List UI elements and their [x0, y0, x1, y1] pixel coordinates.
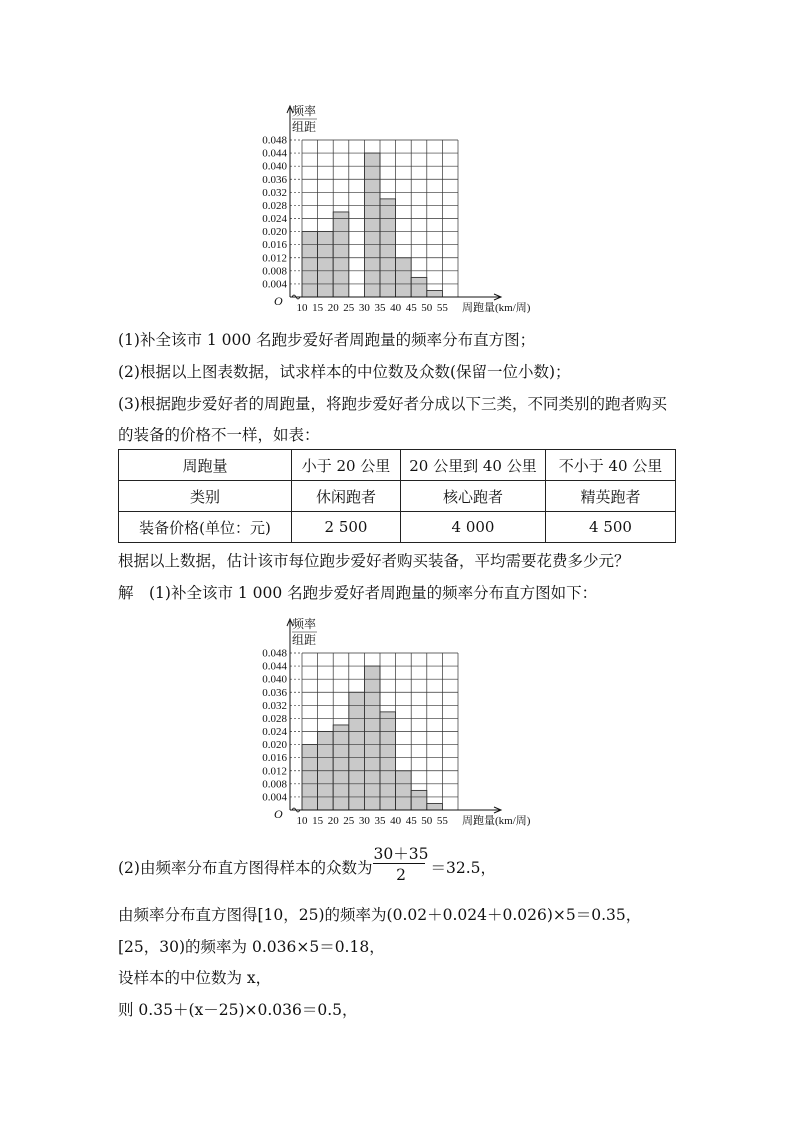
fraction-bar — [373, 863, 425, 864]
y-tick-label: 0.028 — [262, 199, 287, 212]
histogram-bar — [380, 712, 396, 810]
y-axis-label-bottom: 组距 — [292, 120, 317, 134]
x-tick-label: 10 — [296, 302, 308, 314]
y-tick-label: 0.036 — [262, 173, 287, 186]
histogram-bar — [302, 232, 318, 297]
equipment-price-table — [118, 449, 676, 543]
x-tick-label: 15 — [312, 302, 324, 314]
histogram-bar — [364, 153, 380, 297]
y-tick-label: 0.024 — [262, 213, 287, 225]
histogram-bar — [396, 258, 412, 297]
x-tick-label: 25 — [343, 815, 355, 827]
x-axis-label: 周跑量(km/周) — [462, 302, 531, 314]
y-tick-label: 0.012 — [262, 765, 287, 778]
x-tick-label: 55 — [436, 302, 448, 314]
x-tick-label: 40 — [390, 302, 402, 314]
x-tick-label: 35 — [374, 815, 386, 827]
solution-6: 则 0.35＋(x－25)×0.036＝0.5， — [118, 1001, 358, 1019]
table-cell: 2 500 — [292, 512, 401, 543]
histogram-bar — [302, 745, 318, 810]
table-cell: 20 公里到 40 公里 — [401, 450, 546, 481]
x-axis-label: 周跑量(km/周) — [462, 815, 531, 827]
y-tick-label: 0.044 — [262, 660, 287, 673]
x-tick-label: 30 — [358, 815, 370, 827]
y-tick-label: 0.040 — [262, 673, 287, 686]
table-cell: 周跑量 — [119, 450, 292, 481]
x-tick-label: 30 — [358, 302, 370, 314]
histogram-bar — [411, 277, 427, 297]
x-tick-label: 10 — [296, 815, 308, 827]
y-tick-label: 0.032 — [262, 186, 287, 199]
y-axis-label-top: 频率 — [292, 104, 317, 118]
histogram-completed — [240, 613, 560, 828]
solution-2 — [118, 858, 496, 878]
histogram-bar — [380, 199, 396, 297]
histogram-bar — [349, 692, 365, 810]
histogram-bar — [396, 771, 412, 810]
table-cell: 小于 20 公里 — [292, 450, 401, 481]
x-tick-label: 45 — [405, 815, 417, 827]
table-row — [119, 512, 676, 543]
table-cell: 装备价格(单位：元) — [119, 512, 292, 543]
y-tick-label: 0.048 — [262, 134, 287, 147]
question-3-line-1: (3)根据跑步爱好者的周跑量，将跑步爱好者分成以下三类，不同类别的跑者购买 — [118, 395, 667, 413]
x-tick-label: 25 — [343, 302, 355, 314]
table-cell: 4 500 — [546, 512, 676, 543]
solution-2-suffix: ＝32.5， — [430, 859, 496, 877]
solution-5: 设样本的中位数为 x， — [118, 969, 272, 987]
x-tick-label: 20 — [327, 815, 339, 827]
histogram-bar — [364, 666, 380, 810]
solution-1: 解 (1)补全该市 1 000 名跑步爱好者周跑量的频率分布直方图如下： — [118, 584, 598, 602]
y-tick-label: 0.020 — [262, 739, 287, 752]
y-tick-label: 0.004 — [262, 278, 287, 291]
y-tick-label: 0.032 — [262, 699, 287, 712]
x-tick-label: 50 — [421, 815, 433, 827]
question-3-ask: 根据以上数据，估计该市每位跑步爱好者购买装备，平均需要花费多少元？ — [118, 552, 630, 570]
table-cell: 类别 — [119, 481, 292, 512]
histogram-bar — [318, 232, 334, 297]
histogram-bar — [427, 290, 443, 297]
x-tick-label: 15 — [312, 815, 324, 827]
table-cell: 4 000 — [401, 512, 546, 543]
solution-3: 由频率分布直方图得[10，25)的频率为(0.02＋0.024＋0.026)×5＝0.35， — [118, 906, 642, 924]
y-axis-label-top: 频率 — [292, 617, 317, 631]
y-tick-label: 0.048 — [262, 647, 287, 660]
fraction-denominator: 2 — [396, 866, 406, 884]
x-tick-label: 50 — [421, 302, 433, 314]
origin-label: O — [274, 807, 283, 821]
table-row — [119, 450, 676, 481]
histogram-incomplete — [240, 100, 560, 315]
y-tick-label: 0.016 — [262, 752, 287, 765]
solution-4: [25，30)的频率为 0.036×5＝0.18， — [118, 938, 385, 956]
x-tick-label: 55 — [436, 815, 448, 827]
y-tick-label: 0.004 — [262, 791, 287, 804]
y-tick-label: 0.044 — [262, 147, 287, 160]
table-cell: 核心跑者 — [401, 481, 546, 512]
y-tick-label: 0.036 — [262, 686, 287, 699]
y-tick-label: 0.012 — [262, 252, 287, 265]
table-cell: 休闲跑者 — [292, 481, 401, 512]
table-cell: 精英跑者 — [546, 481, 676, 512]
question-2: (2)根据以上图表数据，试求样本的中位数及众数(保留一位小数)； — [118, 363, 571, 381]
origin-label: O — [274, 294, 283, 308]
table-row — [119, 481, 676, 512]
histogram-bar — [427, 803, 443, 810]
y-tick-label: 0.008 — [262, 265, 287, 278]
y-tick-label: 0.016 — [262, 239, 287, 252]
x-tick-label: 40 — [390, 815, 402, 827]
solution-2-prefix: (2)由频率分布直方图得样本的众数为 — [118, 859, 373, 877]
table-cell: 不小于 40 公里 — [546, 450, 676, 481]
y-axis-label-bottom: 组距 — [292, 633, 317, 647]
y-tick-label: 0.008 — [262, 778, 287, 791]
y-tick-label: 0.020 — [262, 226, 287, 239]
x-tick-label: 45 — [405, 302, 417, 314]
y-tick-label: 0.028 — [262, 712, 287, 725]
y-tick-label: 0.024 — [262, 726, 287, 738]
fraction-numerator: 30＋35 — [373, 845, 429, 863]
y-tick-label: 0.040 — [262, 160, 287, 173]
x-tick-label: 20 — [327, 302, 339, 314]
histogram-bar — [411, 790, 427, 810]
x-tick-label: 35 — [374, 302, 386, 314]
question-1: (1)补全该市 1 000 名跑步爱好者周跑量的频率分布直方图； — [118, 331, 536, 349]
question-3-line-2: 的装备的价格不一样，如表： — [118, 426, 320, 444]
